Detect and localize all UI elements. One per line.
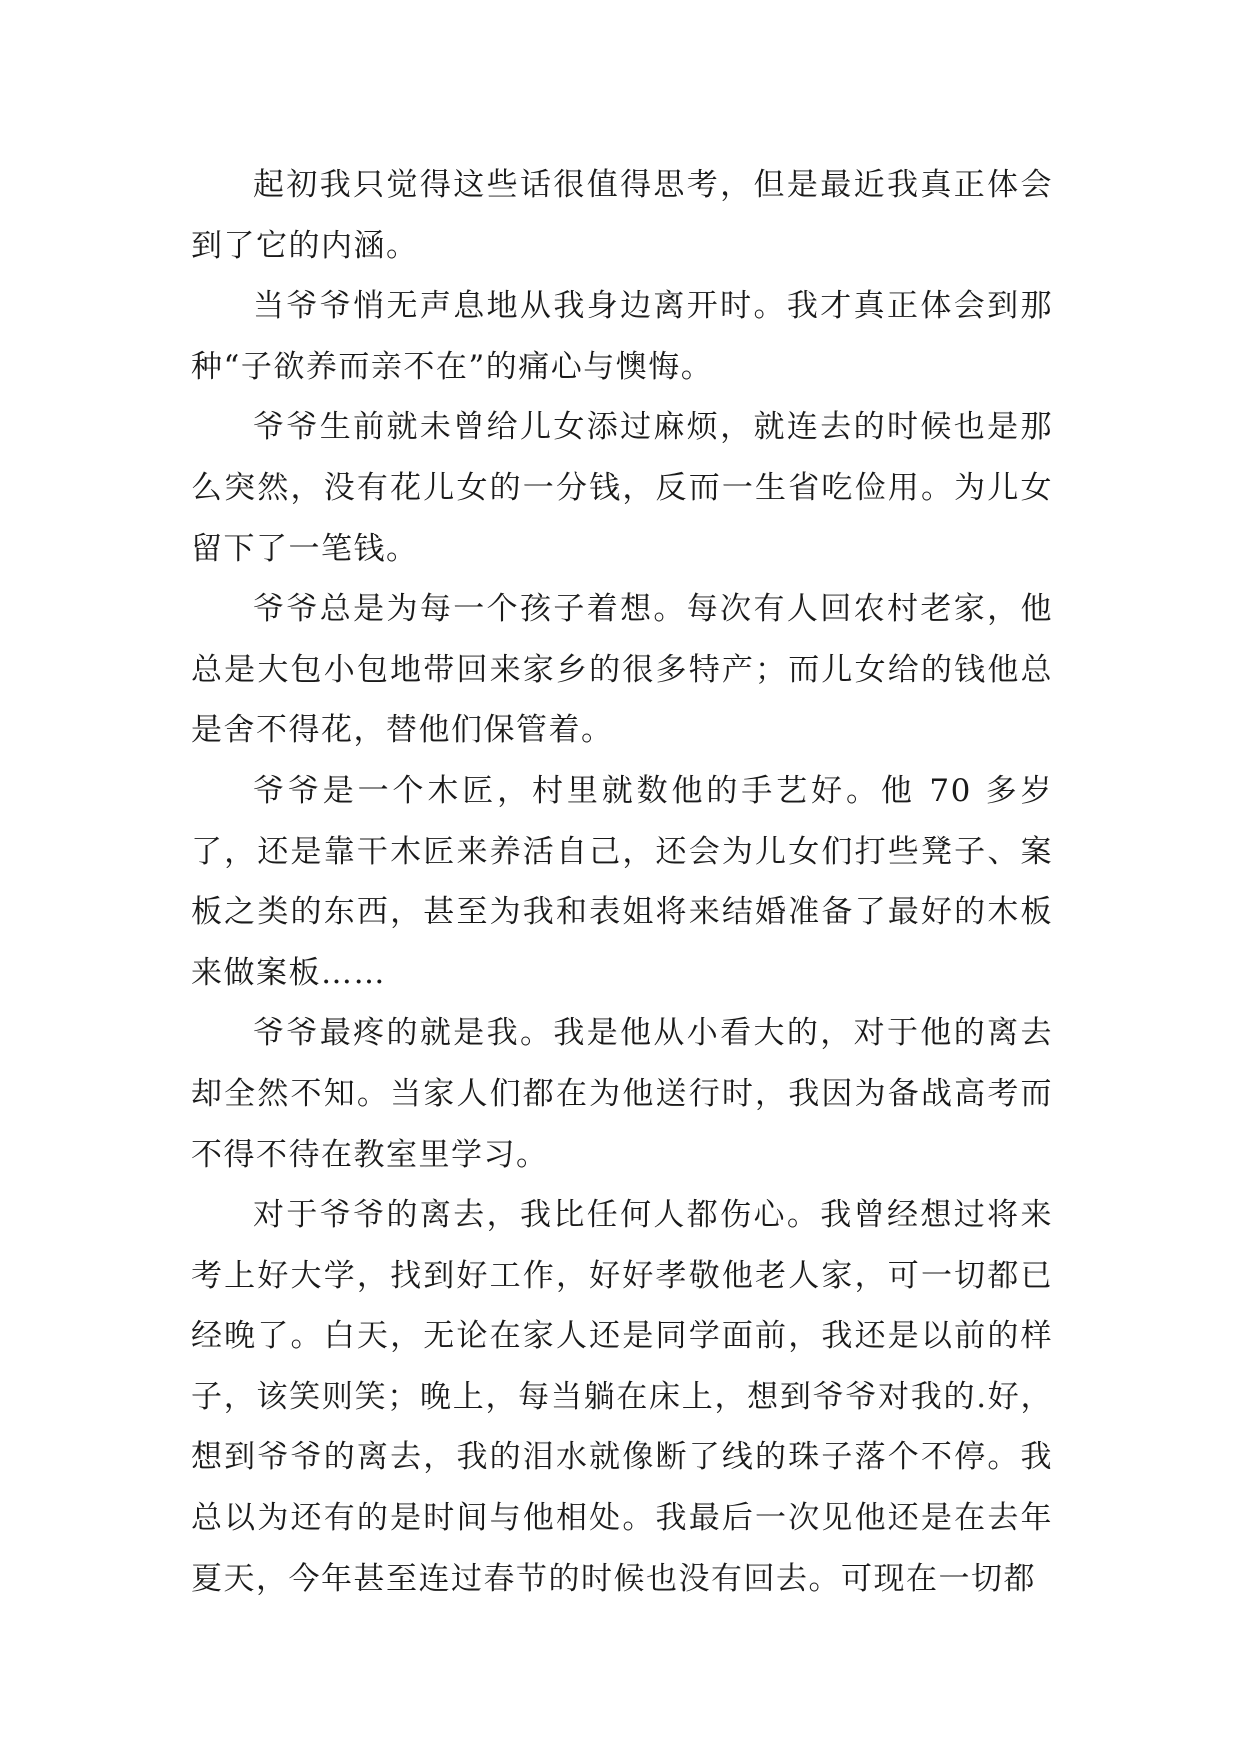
paragraph: 爷爷最疼的就是我。我是他从小看大的，对于他的离去却全然不知。当家人们都在为他送行时，我因为备战高考而不得不待在教室里学习。 xyxy=(191,1015,1053,1173)
paragraph: 起初我只觉得这些话很值得思考，但是最近我真正体会到了它的内涵。 xyxy=(191,167,1053,264)
paragraph: 当爷爷悄无声息地从我身边离开时。我才真正体会到那种“子欲养而亲不在”的痛心与懊悔。 xyxy=(191,288,1053,385)
paragraph: 爷爷总是为每一个孩子着想。每次有人回农村老家，他总是大包小包地带回来家乡的很多特产；而儿女给的钱他总是舍不得花，替他们保管着。 xyxy=(191,591,1053,749)
document-body xyxy=(191,155,1053,1609)
paragraph: 对于爷爷的离去，我比任何人都伤心。我曾经想过将来考上好大学，找到好工作，好好孝敬他老人家，可一切都已经晚了。白天，无论在家人还是同学面前，我还是以前的样子，该笑则笑；晚上，每当躺在床上，想到爷爷对我的.好，想到爷爷的离去，我的泪水就像断了线的珠子落个不停。我总以为还有的是时间与他相处。我最后一次见他还是在去年夏天，今年甚至连过春节的时候也没有回去。可现在一切都 xyxy=(191,1197,1053,1597)
paragraph: 爷爷生前就未曾给儿女添过麻烦，就连去的时候也是那么突然，没有花儿女的一分钱，反而一生省吃俭用。为儿女留下了一笔钱。 xyxy=(191,409,1053,567)
paragraph: 爷爷是一个木匠，村里就数他的手艺好。他 70 多岁了，还是靠干木匠来养活自己，还会为儿女们打些凳子、案板之类的东西，甚至为我和表姐将来结婚准备了最好的木板来做案板…… xyxy=(191,772,1053,991)
